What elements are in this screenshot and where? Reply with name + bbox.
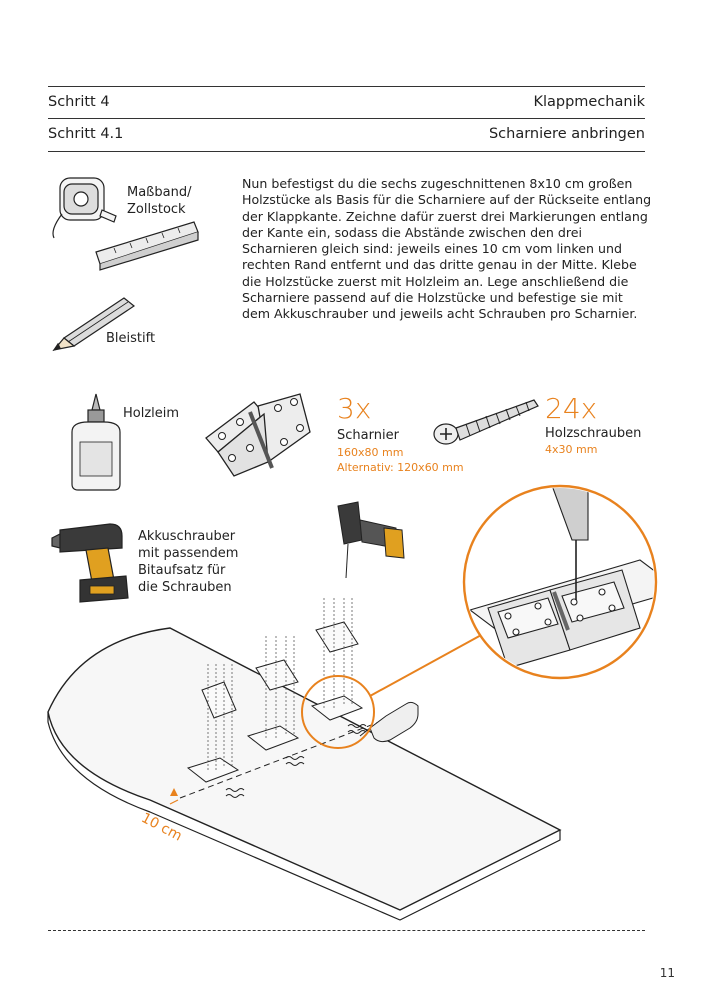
hinge-count: 3x <box>337 392 372 425</box>
hinge-size: 160x80 mm <box>337 446 404 459</box>
header-top-rule <box>48 86 645 87</box>
page-number: 11 <box>659 966 675 980</box>
glue-label: Holzleim <box>123 406 180 421</box>
drill-in-diagram <box>338 502 404 578</box>
hinge-icon <box>200 388 312 480</box>
hinge-block-right <box>312 622 362 720</box>
substep-title: Scharniere anbringen <box>488 126 645 142</box>
detail-zoom-circle <box>464 480 680 678</box>
assembly-diagram <box>40 500 660 920</box>
dashed-separator <box>48 930 645 931</box>
screw-count: 24x <box>545 392 598 425</box>
screw-size: 4x30 mm <box>545 443 598 456</box>
hinge-name: Scharnier <box>337 428 399 443</box>
step-header <box>48 94 645 110</box>
instructions-text: Nun befestigst du die sechs zugeschnittenen 8x10 cm großen Holzstücke als Basis für die Scharniere auf der Rückseite entlang der Klappkante. Zeichne dafür zuerst drei Markierungen entlang der Kante ein, sodass die Abstände zwischen den drei Scharnieren gleich sind: jeweils eines 10 cm vom linken und rechten Rand entfernt und das dritte genau in der Mitte. Klebe die Holzstücke zuerst mit Holzleim an. Lege anschließend die Scharniere passend auf die Holzstücke und befestige sie mit dem Akkuschrauber und jeweils acht Schrauben pro Scharnier. <box>242 176 652 322</box>
measurement-label: 10 cm <box>138 810 185 845</box>
substep-label: Schritt 4.1 <box>48 126 124 142</box>
board-outline <box>48 628 560 910</box>
screw-icon <box>430 392 542 450</box>
step-label: Schritt 4 <box>48 94 110 110</box>
substep-header <box>48 126 645 142</box>
drill-label: Akkuschrauber mit passendem Bitaufsatz für die Schrauben <box>138 529 239 595</box>
glue-bottle-icon <box>66 392 126 492</box>
pencil-label: Bleistift <box>106 331 156 346</box>
tape-measure-label: Maßband/ Zollstock <box>127 185 192 217</box>
screw-name: Holzschrauben <box>545 426 642 441</box>
header-mid-rule <box>48 118 645 119</box>
header-bottom-rule <box>48 151 645 152</box>
hinge-alt-size: Alternativ: 120x60 mm <box>337 461 464 474</box>
step-title: Klappmechanik <box>533 94 645 110</box>
